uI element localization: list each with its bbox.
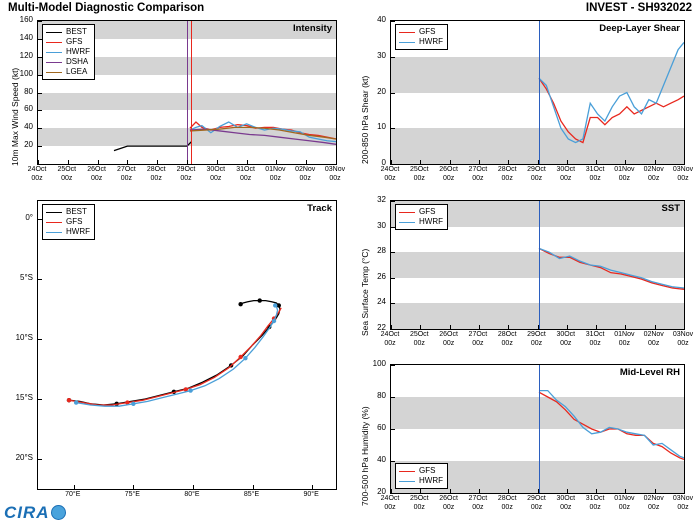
series-marker <box>273 303 277 307</box>
legend-swatch <box>399 212 415 213</box>
x-axis-tick: 02Nov 00z <box>295 166 316 182</box>
rh-ylabel: 700-500 hPa Humidity (%) <box>360 406 370 506</box>
y-axis-tick: 40 <box>24 122 33 132</box>
page-title-left: Multi-Model Diagnostic Comparison <box>8 2 205 14</box>
legend-swatch <box>399 222 415 223</box>
x-axis-tickmark <box>684 160 685 164</box>
series-gfs <box>539 248 684 289</box>
y-axis-tick: 22 <box>377 323 386 332</box>
y-axis-tickmark <box>391 365 395 366</box>
legend-label: HWRF <box>419 476 443 485</box>
x-axis-tickmark <box>450 160 451 164</box>
sst-ylabel: Sea Surface Temp (°C) <box>360 248 370 336</box>
series-marker <box>188 388 192 392</box>
x-axis-tick: 26Oct 00z <box>439 331 458 347</box>
legend-swatch <box>46 212 62 213</box>
series-marker <box>74 400 78 404</box>
x-axis-tick: 27Oct 00z <box>468 166 488 182</box>
x-axis-tickmark <box>508 160 509 164</box>
legend-label: HWRF <box>66 47 90 56</box>
x-axis-tickmark <box>479 160 480 164</box>
x-axis-tick: 01Nov 00z <box>614 331 635 347</box>
legend-swatch <box>46 72 62 73</box>
x-axis-tickmark <box>276 160 277 164</box>
x-axis-tick: 24Oct 00z <box>380 166 400 182</box>
shear-ylabel: 200-850 hPa Shear (kt) <box>360 75 370 164</box>
y-axis-tick: 140 <box>19 32 33 42</box>
series-best <box>114 142 191 151</box>
y-axis-tick: 20 <box>377 487 386 496</box>
cira-logo-text: CIRA <box>4 503 50 522</box>
legend <box>42 24 95 80</box>
panel-track <box>0 196 345 521</box>
x-axis-tickmark <box>312 485 313 489</box>
legend-label: GFS <box>66 37 83 46</box>
x-axis-tick: 29Oct 00z <box>176 166 196 182</box>
y-axis-tick: 15°S <box>15 393 33 402</box>
legend-label: BEST <box>66 27 87 36</box>
x-axis-tickmark <box>567 489 568 493</box>
y-axis-tickmark <box>38 21 42 22</box>
sst-plot-area <box>390 200 685 330</box>
x-axis-tickmark <box>538 160 539 164</box>
panel-rh <box>350 358 700 525</box>
shear-plot-area <box>390 20 685 165</box>
legend-swatch <box>46 42 62 43</box>
series-hwrf <box>539 248 684 288</box>
legend-item[interactable] <box>399 217 443 227</box>
y-axis-tickmark <box>38 128 42 129</box>
legend-swatch <box>399 32 415 33</box>
x-axis-tick: 01Nov 00z <box>265 166 286 182</box>
legend-swatch <box>46 232 62 233</box>
series-marker <box>131 402 135 406</box>
x-axis-tick: 27Oct 00z <box>468 495 488 511</box>
intensity-plot-area <box>37 20 337 165</box>
x-axis-tick: 26Oct 00z <box>439 495 458 511</box>
y-axis-tick: 100 <box>19 68 33 78</box>
y-axis-tick: 0 <box>381 158 386 167</box>
panel-shear <box>350 14 700 194</box>
x-axis-tick: 31Oct 00z <box>585 331 605 347</box>
y-axis-tick: 40 <box>377 455 386 464</box>
x-axis-tickmark <box>187 160 188 164</box>
y-axis-tickmark <box>391 128 395 129</box>
x-axis-tickmark <box>391 489 392 493</box>
y-axis-tickmark <box>391 57 395 58</box>
x-axis-tickmark <box>157 160 158 164</box>
x-axis-tick: 25Oct 00z <box>409 166 429 182</box>
legend-swatch <box>46 222 62 223</box>
y-axis-tickmark <box>38 110 42 111</box>
legend-swatch <box>46 62 62 63</box>
x-axis-tickmark <box>217 160 218 164</box>
y-axis-tick: 10 <box>377 122 386 132</box>
legend <box>395 24 448 50</box>
y-axis-tick: 10°S <box>15 333 33 342</box>
legend-label: HWRF <box>419 37 443 46</box>
x-axis-tick: 29Oct 00z <box>527 495 546 511</box>
y-axis-tickmark <box>391 201 395 202</box>
x-axis-tick: 28Oct 00z <box>497 331 517 347</box>
legend-item[interactable] <box>46 27 90 37</box>
y-axis-tick: 60 <box>24 104 33 114</box>
x-axis-tick: 24Oct 00z <box>380 495 400 511</box>
x-axis-tickmark <box>508 325 509 329</box>
y-axis-tick: 20°S <box>15 453 33 462</box>
page-title-right: INVEST - SH932022 <box>585 2 692 14</box>
x-axis-tickmark <box>74 485 75 489</box>
x-axis-tickmark <box>538 489 539 493</box>
x-axis-tick: 29Oct 00z <box>527 331 546 347</box>
x-axis-tickmark <box>625 160 626 164</box>
x-axis-tickmark <box>567 160 568 164</box>
legend-item[interactable] <box>46 217 90 227</box>
y-axis-tick: 160 <box>19 15 33 24</box>
x-axis-tick: 85°E <box>243 491 260 498</box>
legend-label: GFS <box>419 27 436 36</box>
rh-panel-label: Mid-Level RH <box>619 367 680 378</box>
legend-item[interactable] <box>46 57 90 67</box>
x-axis-tick: 31Oct 00z <box>585 166 605 182</box>
legend-item[interactable] <box>46 227 90 237</box>
x-axis-tick: 30Oct 00z <box>556 166 576 182</box>
x-axis-tickmark <box>38 160 39 164</box>
y-axis-tickmark <box>391 21 395 22</box>
y-axis-tick: 32 <box>377 195 386 204</box>
x-axis-tick: 28Oct 00z <box>146 166 166 182</box>
y-axis-tickmark <box>391 397 395 398</box>
x-axis-tickmark <box>336 160 337 164</box>
x-axis-tick: 25Oct 00z <box>57 166 77 182</box>
legend <box>42 204 95 240</box>
x-axis-tick: 75°E <box>124 491 140 498</box>
globe-icon <box>51 505 66 520</box>
cira-logo <box>4 503 66 523</box>
legend-label: GFS <box>419 466 436 475</box>
x-axis-tickmark <box>98 160 99 164</box>
x-axis-tickmark <box>450 489 451 493</box>
y-axis-tick: 0° <box>25 213 33 222</box>
series-layer <box>38 201 336 489</box>
y-axis-tick: 20 <box>377 86 386 96</box>
y-axis-tick: 20 <box>24 140 33 150</box>
legend-item[interactable] <box>46 207 90 217</box>
legend-label: HWRF <box>66 227 90 236</box>
x-axis-tick: 24Oct 00z <box>27 166 47 182</box>
track-best <box>69 301 280 405</box>
x-axis-tick: 01Nov 00z <box>614 166 635 182</box>
track-panel-label: Track <box>307 203 332 214</box>
x-axis-tickmark <box>508 489 509 493</box>
x-axis-tickmark <box>391 325 392 329</box>
legend-item[interactable] <box>46 37 90 47</box>
x-axis-tickmark <box>247 160 248 164</box>
x-axis-tickmark <box>596 489 597 493</box>
x-axis-tickmark <box>68 160 69 164</box>
series-marker <box>272 319 276 323</box>
legend-label: DSHA <box>66 57 89 66</box>
x-axis-tickmark <box>133 485 134 489</box>
y-axis-tickmark <box>391 303 395 304</box>
shear-panel-label: Deep-Layer Shear <box>599 23 680 34</box>
y-axis-tickmark <box>38 459 42 460</box>
x-axis-tickmark <box>684 325 685 329</box>
x-axis-tickmark <box>684 489 685 493</box>
x-axis-tick: 03Nov 00z <box>672 166 694 182</box>
series-marker <box>243 356 247 360</box>
series-marker <box>258 298 262 302</box>
x-axis-tick: 28Oct 00z <box>497 166 517 182</box>
track-plot-area <box>37 200 337 490</box>
legend-item[interactable] <box>399 476 443 486</box>
series-hwrf <box>539 42 684 142</box>
x-axis-tick: 02Nov 00z <box>643 331 664 347</box>
x-axis-tickmark <box>450 325 451 329</box>
series-hwrf <box>190 122 336 142</box>
x-axis-tickmark <box>625 489 626 493</box>
x-axis-tick: 30Oct 00z <box>556 495 576 511</box>
x-axis-tickmark <box>625 325 626 329</box>
reference-vline <box>539 365 540 493</box>
x-axis-tick: 28Oct 00z <box>497 495 517 511</box>
legend-swatch <box>399 471 415 472</box>
x-axis-tick: 02Nov 00z <box>643 495 664 511</box>
x-axis-tick: 90°E <box>303 491 319 498</box>
y-axis-tick: 30 <box>377 220 386 230</box>
reference-vline <box>539 21 540 164</box>
x-axis-tick: 03Nov 00z <box>324 166 346 182</box>
y-axis-tickmark <box>391 93 395 94</box>
x-axis-tickmark <box>596 160 597 164</box>
panel-sst <box>350 194 700 359</box>
x-axis-tickmark <box>567 325 568 329</box>
y-axis-tick: 100 <box>372 359 386 368</box>
x-axis-tickmark <box>253 485 254 489</box>
rh-plot-area <box>390 364 685 494</box>
x-axis-tickmark <box>655 489 656 493</box>
y-axis-tick: 120 <box>19 50 33 60</box>
y-axis-tick: 60 <box>377 423 386 432</box>
x-axis-tickmark <box>193 485 194 489</box>
y-axis-tickmark <box>391 252 395 253</box>
legend-item[interactable] <box>46 67 90 77</box>
x-axis-tick: 29Oct 00z <box>527 166 546 182</box>
legend-label: GFS <box>66 217 83 226</box>
y-axis-tickmark <box>38 399 42 400</box>
legend-item[interactable] <box>46 47 90 57</box>
y-axis-tick: 26 <box>377 271 386 281</box>
y-axis-tick: 40 <box>377 15 386 24</box>
legend-item[interactable] <box>399 466 443 476</box>
y-axis-tickmark <box>38 93 42 94</box>
intensity-ylabel: 10m Max Wind Speed (kt) <box>10 67 20 166</box>
x-axis-tick: 70°E <box>65 491 81 498</box>
x-axis-tick: 30Oct 00z <box>556 331 576 347</box>
panel-intensity <box>0 14 345 194</box>
legend <box>395 463 448 489</box>
x-axis-tick: 26Oct 00z <box>87 166 106 182</box>
y-axis-tick: 5°S <box>20 273 33 282</box>
x-axis-tickmark <box>538 325 539 329</box>
x-axis-tick: 30Oct 00z <box>206 166 226 182</box>
reference-vline <box>187 21 188 164</box>
legend-item[interactable] <box>399 207 443 217</box>
x-axis-tickmark <box>479 489 480 493</box>
y-axis-tickmark <box>391 278 395 279</box>
x-axis-tick: 31Oct 00z <box>236 166 255 182</box>
y-axis-tickmark <box>391 429 395 430</box>
legend-label: LGEA <box>66 67 88 76</box>
x-axis-tick: 01Nov 00z <box>614 495 635 511</box>
intensity-panel-label: Intensity <box>292 23 332 34</box>
x-axis-tickmark <box>655 160 656 164</box>
reference-vline <box>539 201 540 329</box>
x-axis-tick: 03Nov 00z <box>672 495 694 511</box>
y-axis-tickmark <box>38 146 42 147</box>
x-axis-tick: 03Nov 00z <box>672 331 694 347</box>
x-axis-tick: 27Oct 00z <box>468 331 488 347</box>
y-axis-tickmark <box>391 461 395 462</box>
x-axis-tick: 80°E <box>184 491 200 498</box>
x-axis-tickmark <box>655 325 656 329</box>
series-hwrf <box>539 391 684 458</box>
x-axis-tickmark <box>420 489 421 493</box>
y-axis-tick: 30 <box>377 50 386 60</box>
x-axis-tick: 25Oct 00z <box>409 331 429 347</box>
x-axis-tick: 24Oct 00z <box>380 331 400 347</box>
x-axis-tickmark <box>306 160 307 164</box>
y-axis-tick: 80 <box>377 391 386 400</box>
x-axis-tickmark <box>420 160 421 164</box>
y-axis-tick: 28 <box>377 246 386 256</box>
x-axis-tick: 02Nov 00z <box>643 166 664 182</box>
series-gfs <box>539 392 684 459</box>
x-axis-tick: 27Oct 00z <box>117 166 136 182</box>
legend-label: BEST <box>66 207 87 216</box>
x-axis-tick: 31Oct 00z <box>585 495 605 511</box>
x-axis-tickmark <box>391 160 392 164</box>
legend-swatch <box>46 32 62 33</box>
legend-swatch <box>46 52 62 53</box>
legend <box>395 204 448 230</box>
y-axis-tick: 80 <box>24 86 33 96</box>
series-marker <box>238 355 242 359</box>
y-axis-tickmark <box>38 339 42 340</box>
legend-item[interactable] <box>399 37 443 47</box>
y-axis-tick: 24 <box>377 297 386 307</box>
legend-label: GFS <box>419 207 436 216</box>
legend-swatch <box>399 481 415 482</box>
series-marker <box>238 302 242 306</box>
x-axis-tick: 25Oct 00z <box>409 495 429 511</box>
reference-vline <box>191 21 192 164</box>
x-axis-tickmark <box>596 325 597 329</box>
x-axis-tickmark <box>479 325 480 329</box>
x-axis-tickmark <box>127 160 128 164</box>
sst-panel-label: SST <box>661 203 680 214</box>
x-axis-tickmark <box>420 325 421 329</box>
legend-label: HWRF <box>419 217 443 226</box>
y-axis-tickmark <box>38 279 42 280</box>
x-axis-tick: 26Oct 00z <box>439 166 458 182</box>
series-marker <box>67 398 71 402</box>
legend-item[interactable] <box>399 27 443 37</box>
legend-swatch <box>399 42 415 43</box>
